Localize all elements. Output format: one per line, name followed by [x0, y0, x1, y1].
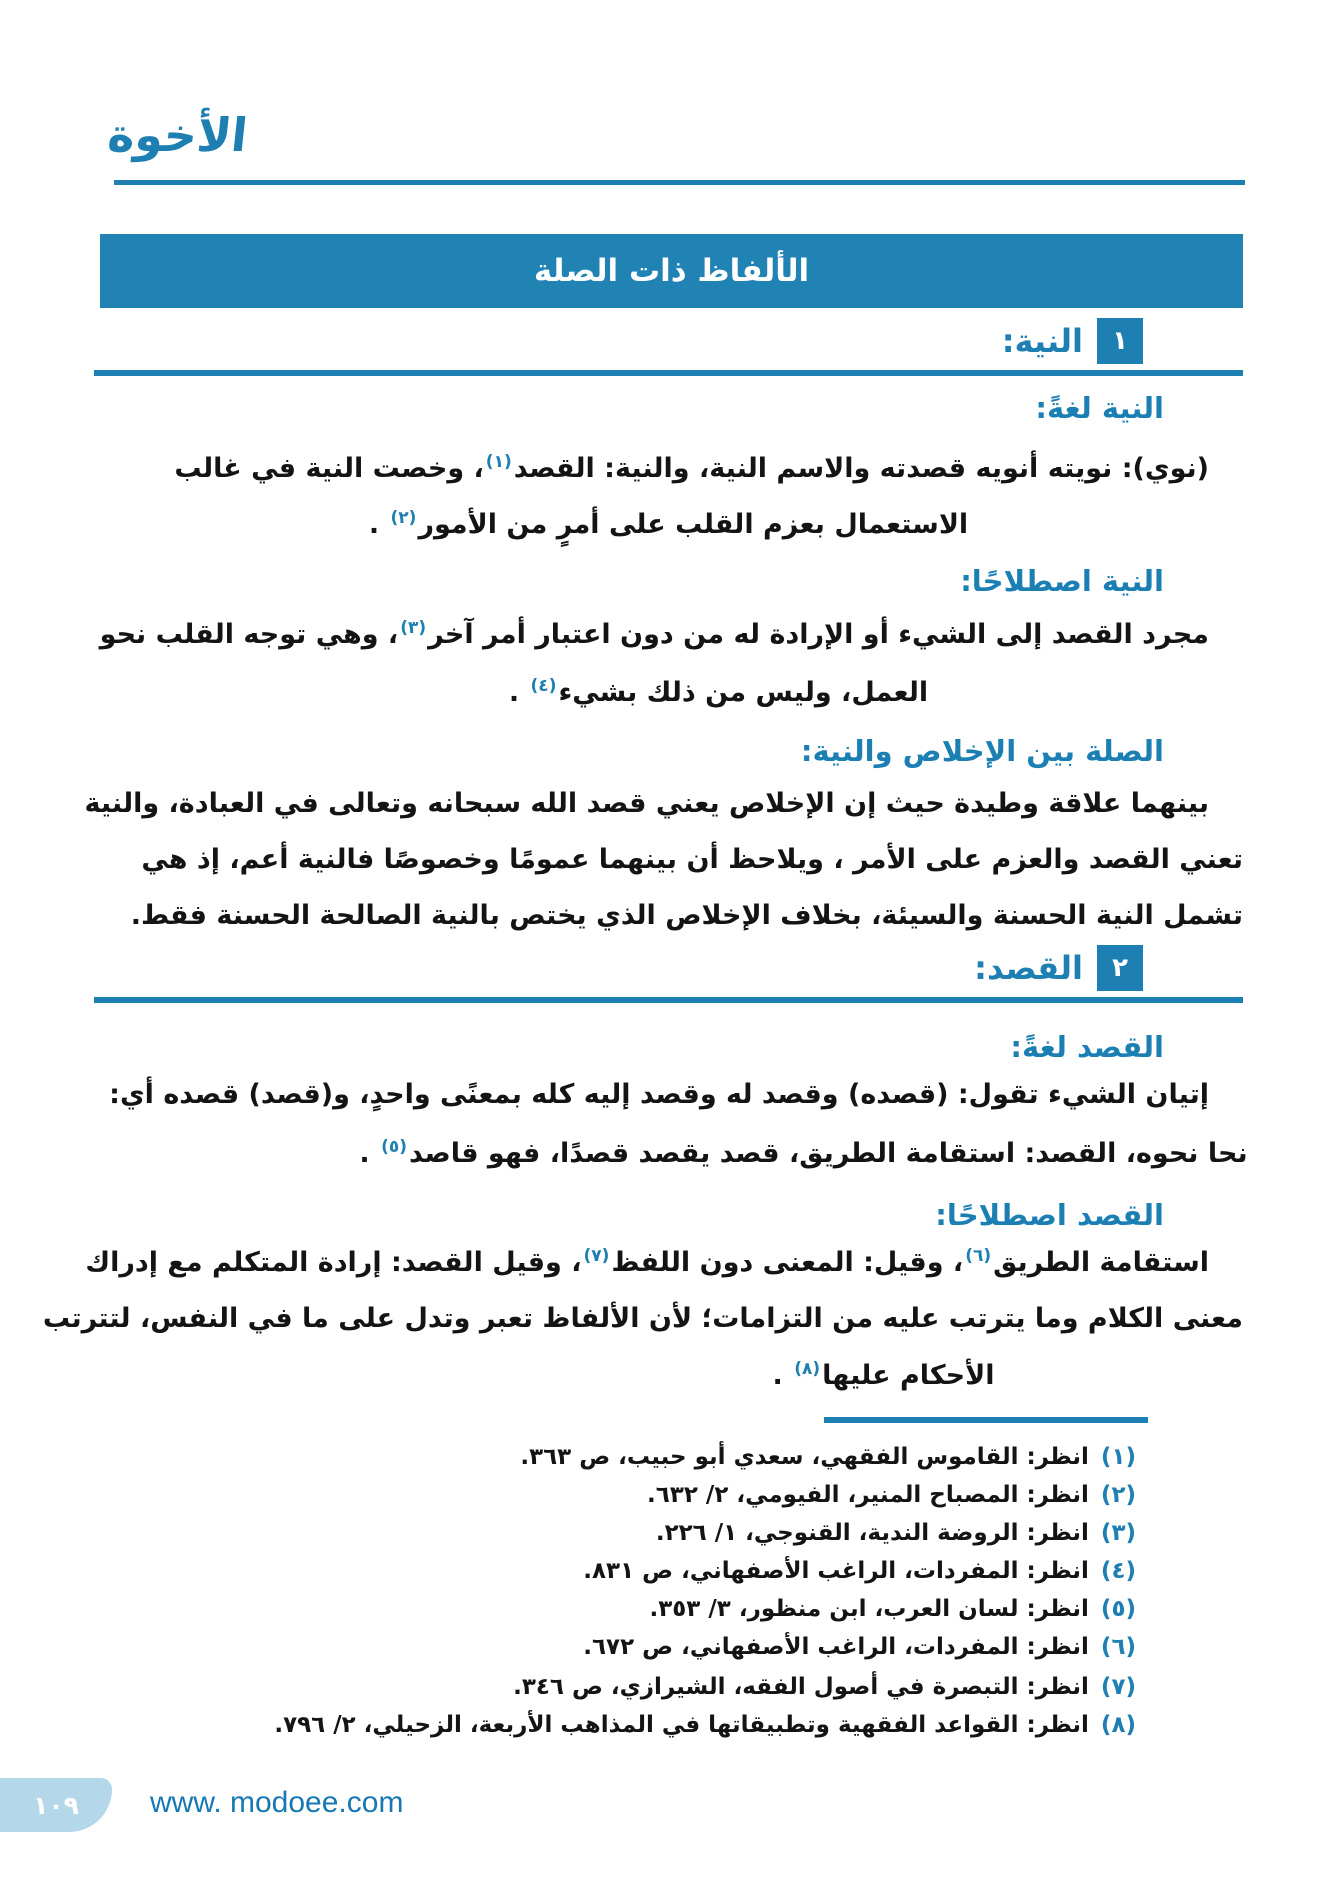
body-line: العمل، وليس من ذلك بشيء$^{(٤)}$ .: [508, 676, 929, 708]
section-1-title: النية:: [1001, 322, 1083, 360]
footnote-text: انظر: المفردات، الراغب الأصفهاني، ص ٨٣١.: [583, 1558, 1089, 1584]
section-2-number-badge: ٢: [1097, 945, 1143, 991]
footnote-reference: (١): [485, 452, 512, 472]
footnote-6: [60, 1630, 1136, 1664]
body-line: تعني القصد والعزم على الأمر ، ويلاحظ أن بينهما عمومًا وخصوصًا فالنية أعم، إذ هي: [141, 844, 1243, 875]
subheading-niyyah-language: النية لغةً:: [1035, 391, 1164, 425]
related-terms-banner: [100, 234, 1243, 308]
footnote-4: [60, 1554, 1136, 1588]
banner-title: الألفاظ ذات الصلة: [533, 253, 810, 289]
footnote-number: (٨): [1100, 1712, 1136, 1738]
footnote-text: انظر: القواعد الفقهية وتطبيقاتها في المذاهب الأربعة، الزحيلي، ٢/ ٧٩٦.: [274, 1712, 1089, 1738]
footnote-text: انظر: لسان العرب، ابن منظور، ٣/ ٣٥٣.: [649, 1596, 1089, 1622]
footnote-text: انظر: المصباح المنير، الفيومي، ٢/ ٦٣٢.: [647, 1482, 1089, 1508]
footnote-number: (٤): [1100, 1558, 1136, 1584]
footnote-7: [60, 1670, 1136, 1704]
body-line: (نوي): نويته أنويه قصدته والاسم النية، والنية: القصد$^{(١)}$، وخصت النية في غالب: [174, 452, 1209, 484]
footnote-text: انظر: المفردات، الراغب الأصفهاني، ص ٦٧٢.: [583, 1634, 1089, 1660]
body-line: معنى الكلام وما يترتب عليه من التزامات؛ لأن الألفاظ تعبر وتدل على ما في النفس، لتترتب: [42, 1303, 1243, 1334]
section-1-header: [1002, 318, 1143, 364]
body-line: الأحكام عليها$^{(٨)}$ .: [772, 1359, 995, 1391]
footnote-reference: (٢): [390, 508, 417, 528]
section-2-divider: [94, 997, 1243, 1003]
footnote-divider: [824, 1417, 1148, 1423]
footnote-1: [60, 1440, 1136, 1474]
footnote-number: (٣): [1100, 1520, 1136, 1546]
page-number-badge: ١٠٩: [0, 1778, 112, 1832]
footnote-8: [60, 1708, 1136, 1742]
section-1-number-badge: ١: [1097, 318, 1143, 364]
footnote-2: [60, 1478, 1136, 1512]
body-line: تشمل النية الحسنة والسيئة، بخلاف الإخلاص الذي يختص بالنية الصالحة الحسنة فقط.: [130, 900, 1243, 931]
body-line: الاستعمال بعزم القلب على أمرٍ من الأمور$^{(٢)}$ .: [368, 508, 969, 540]
body-line: نحا نحوه، القصد: استقامة الطريق، قصد يقصد قصدًا، فهو قاصد$^{(٥)}$ .: [359, 1137, 1248, 1169]
footnote-number: (٧): [1100, 1674, 1136, 1700]
footnote-text: انظر: التبصرة في أصول الفقه، الشيرازي، ص ٣٤٦.: [513, 1674, 1089, 1700]
website-link[interactable]: www. modoee.com: [150, 1786, 404, 1819]
footnote-text: انظر: الروضة الندية، القنوجي، ١/ ٢٢٦.: [655, 1520, 1089, 1546]
section-2-title: القصد:: [974, 949, 1083, 987]
body-line: بينهما علاقة وطيدة حيث إن الإخلاص يعني قصد الله سبحانه وتعالى في العبادة، والنية: [84, 788, 1209, 819]
subheading-niyyah-terminology: النية اصطلاحًا:: [960, 564, 1164, 598]
footnote-reference: (٥): [381, 1137, 408, 1157]
section-2-header: [974, 945, 1143, 991]
footnote-number: (٦): [1100, 1634, 1136, 1660]
body-line: استقامة الطريق$^{(٦)}$، وقيل: المعنى دون اللفظ$^{(٧)}$، وقيل القصد: إرادة المتكلم مع إدراك: [85, 1246, 1209, 1278]
footnote-reference: (٤): [530, 676, 557, 696]
footnote-text: انظر: القاموس الفقهي، سعدي أبو حبيب، ص ٣٦٣.: [520, 1444, 1089, 1470]
section-1-divider: [94, 370, 1243, 376]
footnote-5: [60, 1592, 1136, 1626]
footnote-number: (١): [1100, 1444, 1136, 1470]
subheading-qasd-language: القصد لغةً:: [1010, 1030, 1164, 1064]
subheading-qasd-terminology: القصد اصطلاحًا:: [935, 1198, 1164, 1232]
footnote-number: (٢): [1100, 1482, 1136, 1508]
footnote-reference: (٣): [400, 618, 427, 638]
footnote-reference: (٦): [965, 1246, 992, 1266]
brotherhood-logo: الأخوة: [105, 108, 251, 162]
footnote-reference: (٨): [794, 1359, 821, 1379]
body-line: مجرد القصد إلى الشيء أو الإرادة له من دون اعتبار أمر آخر$^{(٣)}$، وهي توجه القلب نحو: [99, 618, 1209, 650]
footnote-reference: (٧): [583, 1246, 610, 1266]
body-line: إتيان الشيء تقول: (قصده) وقصد له وقصد إليه كله بمعنًى واحدٍ، و(قصد) قصده أي:: [109, 1079, 1209, 1110]
footnote-3: [60, 1516, 1136, 1550]
subheading-ikhlas-niyyah-relation: الصلة بين الإخلاص والنية:: [800, 734, 1164, 768]
footnote-number: (٥): [1100, 1596, 1136, 1622]
header-divider: [114, 180, 1245, 185]
